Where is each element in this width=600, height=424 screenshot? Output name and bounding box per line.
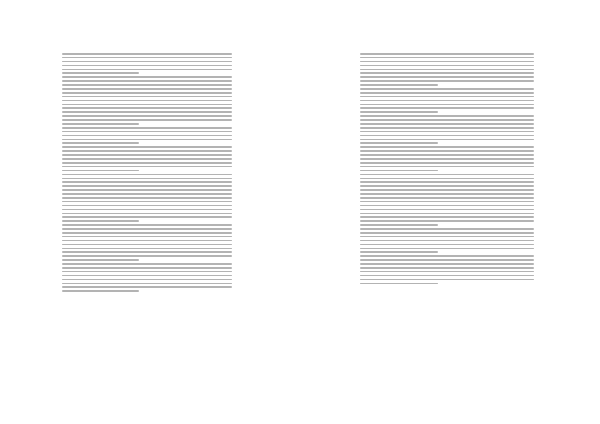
text-line-placeholder <box>62 189 232 191</box>
text-line-placeholder <box>62 248 232 250</box>
text-line-placeholder <box>62 224 232 226</box>
text-line-placeholder <box>62 259 139 261</box>
text-line-placeholder <box>62 150 232 152</box>
text-line-placeholder <box>360 197 534 199</box>
text-line-placeholder <box>62 170 139 172</box>
text-line-placeholder <box>62 236 232 238</box>
text-line-placeholder <box>360 185 534 187</box>
text-line-placeholder <box>360 119 534 121</box>
text-line-placeholder <box>360 279 534 281</box>
text-line-placeholder <box>360 154 534 156</box>
text-line-placeholder <box>360 72 534 74</box>
text-line-placeholder <box>62 174 232 176</box>
text-line-placeholder <box>62 154 232 156</box>
text-line-placeholder <box>62 216 232 218</box>
text-line-placeholder <box>360 65 534 67</box>
text-line-placeholder <box>360 127 534 129</box>
text-line-placeholder <box>360 61 534 63</box>
text-line-placeholder <box>360 170 438 172</box>
text-line-placeholder <box>62 255 232 257</box>
text-line-placeholder <box>62 232 232 234</box>
text-line-placeholder <box>62 92 232 94</box>
text-line-placeholder <box>360 53 534 55</box>
text-line-placeholder <box>360 135 534 137</box>
text-line-placeholder <box>360 240 534 242</box>
text-line-placeholder <box>62 205 232 207</box>
text-line-placeholder <box>62 275 232 277</box>
text-line-placeholder <box>360 158 534 160</box>
text-line-placeholder <box>360 271 534 273</box>
right-page <box>300 0 600 424</box>
text-line-placeholder <box>62 279 232 281</box>
text-line-placeholder <box>62 263 232 265</box>
text-line-placeholder <box>62 267 232 269</box>
text-line-placeholder <box>360 131 534 133</box>
text-line-placeholder <box>360 150 534 152</box>
text-line-placeholder <box>360 236 534 238</box>
text-line-placeholder <box>62 119 232 121</box>
text-line-placeholder <box>360 216 534 218</box>
text-line-placeholder <box>360 107 534 109</box>
text-line-placeholder <box>360 209 534 211</box>
text-line-placeholder <box>360 80 534 82</box>
text-line-placeholder <box>62 244 232 246</box>
text-line-placeholder <box>62 115 232 117</box>
text-line-placeholder <box>62 107 232 109</box>
text-line-placeholder <box>62 197 232 199</box>
text-line-placeholder <box>360 69 534 71</box>
text-line-placeholder <box>62 80 232 82</box>
text-line-placeholder <box>62 283 232 285</box>
text-line-placeholder <box>360 205 534 207</box>
text-line-placeholder <box>360 244 534 246</box>
text-line-placeholder <box>62 158 232 160</box>
text-line-placeholder <box>62 271 232 273</box>
text-line-placeholder <box>62 181 232 183</box>
text-line-placeholder <box>360 115 534 117</box>
text-line-placeholder <box>360 193 534 195</box>
text-line-placeholder <box>360 100 534 102</box>
text-line-placeholder <box>360 76 534 78</box>
text-line-placeholder <box>62 69 232 71</box>
text-line-placeholder <box>62 104 232 106</box>
text-line-placeholder <box>360 178 534 180</box>
text-line-placeholder <box>62 53 232 55</box>
text-line-placeholder <box>62 84 232 86</box>
text-line-placeholder <box>360 224 438 226</box>
text-line-placeholder <box>62 240 232 242</box>
text-line-placeholder <box>62 111 232 113</box>
text-line-placeholder <box>360 96 534 98</box>
text-line-placeholder <box>360 92 534 94</box>
text-line-placeholder <box>62 166 232 168</box>
text-line-placeholder <box>62 88 232 90</box>
text-line-placeholder <box>62 96 232 98</box>
text-line-placeholder <box>360 181 534 183</box>
text-line-placeholder <box>360 104 534 106</box>
text-line-placeholder <box>62 290 139 292</box>
text-line-placeholder <box>360 220 534 222</box>
text-line-placeholder <box>62 193 232 195</box>
text-line-placeholder <box>360 162 534 164</box>
text-line-placeholder <box>360 146 534 148</box>
text-line-placeholder <box>360 166 534 168</box>
text-line-placeholder <box>360 142 438 144</box>
text-line-placeholder <box>62 220 139 222</box>
text-line-placeholder <box>62 139 232 141</box>
left-text-column <box>62 53 232 294</box>
text-line-placeholder <box>360 139 534 141</box>
text-line-placeholder <box>62 162 232 164</box>
text-line-placeholder <box>62 228 232 230</box>
text-line-placeholder <box>360 213 534 215</box>
text-line-placeholder <box>62 123 139 125</box>
text-line-placeholder <box>360 259 534 261</box>
text-line-placeholder <box>360 275 534 277</box>
text-line-placeholder <box>62 146 232 148</box>
text-line-placeholder <box>360 267 534 269</box>
text-line-placeholder <box>62 127 232 129</box>
text-line-placeholder <box>62 201 232 203</box>
text-line-placeholder <box>360 174 534 176</box>
text-line-placeholder <box>360 201 534 203</box>
text-line-placeholder <box>360 251 438 253</box>
text-line-placeholder <box>62 213 232 215</box>
text-line-placeholder <box>62 142 139 144</box>
text-line-placeholder <box>360 111 438 113</box>
right-text-column <box>360 53 534 286</box>
text-line-placeholder <box>62 100 232 102</box>
text-line-placeholder <box>360 123 534 125</box>
text-line-placeholder <box>360 255 534 257</box>
text-line-placeholder <box>360 248 534 250</box>
text-line-placeholder <box>360 232 534 234</box>
text-line-placeholder <box>62 72 139 74</box>
text-line-placeholder <box>360 263 534 265</box>
text-line-placeholder <box>62 286 232 288</box>
text-line-placeholder <box>360 84 438 86</box>
text-line-placeholder <box>360 88 534 90</box>
text-line-placeholder <box>62 185 232 187</box>
text-line-placeholder <box>62 178 232 180</box>
text-line-placeholder <box>62 76 232 78</box>
text-line-placeholder <box>360 57 534 59</box>
text-line-placeholder <box>62 251 232 253</box>
text-line-placeholder <box>360 189 534 191</box>
text-line-placeholder <box>62 131 232 133</box>
text-line-placeholder <box>62 65 232 67</box>
text-line-placeholder <box>62 61 232 63</box>
text-line-placeholder <box>62 209 232 211</box>
text-line-placeholder <box>62 57 232 59</box>
text-line-placeholder <box>360 283 438 285</box>
text-line-placeholder <box>62 135 232 137</box>
text-line-placeholder <box>360 228 534 230</box>
